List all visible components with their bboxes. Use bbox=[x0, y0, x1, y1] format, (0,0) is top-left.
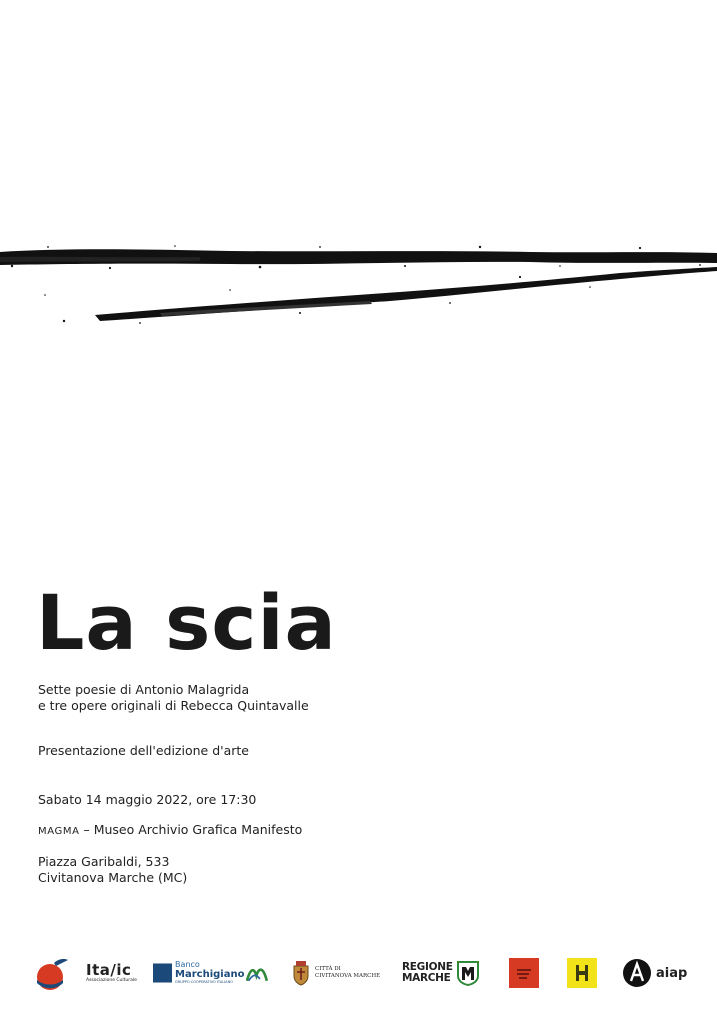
red-circle-icon bbox=[34, 953, 70, 993]
citta-line-2: CIVITANOVA MARCHE bbox=[315, 973, 381, 979]
citta-civitanova-logo bbox=[291, 950, 383, 996]
banco-line-2: Marchigiano bbox=[175, 969, 245, 980]
yellow-square-icon bbox=[567, 958, 597, 988]
aiap-text: aiap bbox=[656, 965, 688, 981]
address-line-2: Civitanova Marche (MC) bbox=[38, 870, 188, 885]
aiap-circle-icon bbox=[622, 958, 652, 988]
circle-logo-red-blue bbox=[34, 950, 70, 996]
poster-title: La scia bbox=[36, 578, 337, 667]
banco-line-3: GRUPPO COOPERATIVO ITALIANO bbox=[175, 980, 233, 984]
italic-logo bbox=[86, 950, 138, 996]
coat-of-arms-icon bbox=[291, 960, 311, 986]
address-line-1: Piazza Garibaldi, 533 bbox=[38, 854, 170, 869]
regione-marche-logo bbox=[402, 950, 484, 996]
banco-line-1: Banco bbox=[175, 960, 200, 969]
event-venue bbox=[38, 822, 302, 840]
banco-marchigiano-logo bbox=[153, 950, 269, 996]
regione-line-1: REGIONE bbox=[402, 961, 453, 973]
venue-name: – Museo Archivio Grafica Manifesto bbox=[79, 822, 303, 837]
regione-line-2: MARCHE bbox=[402, 972, 451, 984]
aiap-logo bbox=[622, 950, 688, 996]
mountain-wave-icon bbox=[246, 962, 269, 984]
red-square-logo bbox=[509, 950, 539, 996]
brush-stroke-artwork bbox=[0, 235, 717, 335]
yellow-square-logo bbox=[567, 950, 597, 996]
subtitle-line-1: Sette poesie di Antonio Malagrida bbox=[38, 682, 250, 697]
event-address bbox=[38, 854, 187, 886]
italic-logo-subtext: Associazione Culturale bbox=[86, 977, 137, 983]
bank-square-icon bbox=[153, 962, 172, 984]
venue-acronym: MAGMA bbox=[38, 826, 80, 837]
sponsor-logos bbox=[0, 950, 717, 1000]
subtitle bbox=[38, 682, 309, 714]
italic-logo-text: Ita/ic bbox=[86, 960, 132, 979]
event-date: Sabato 14 maggio 2022, ore 17:30 bbox=[38, 792, 257, 807]
red-square-icon bbox=[509, 958, 539, 988]
citta-line-1: CITTÀ DI bbox=[315, 966, 341, 972]
subtitle-line-2: e tre opere originali di Rebecca Quintavalle bbox=[38, 698, 309, 713]
regione-shield-icon bbox=[456, 960, 480, 986]
presentation-text: Presentazione dell'edizione d'arte bbox=[38, 743, 249, 758]
